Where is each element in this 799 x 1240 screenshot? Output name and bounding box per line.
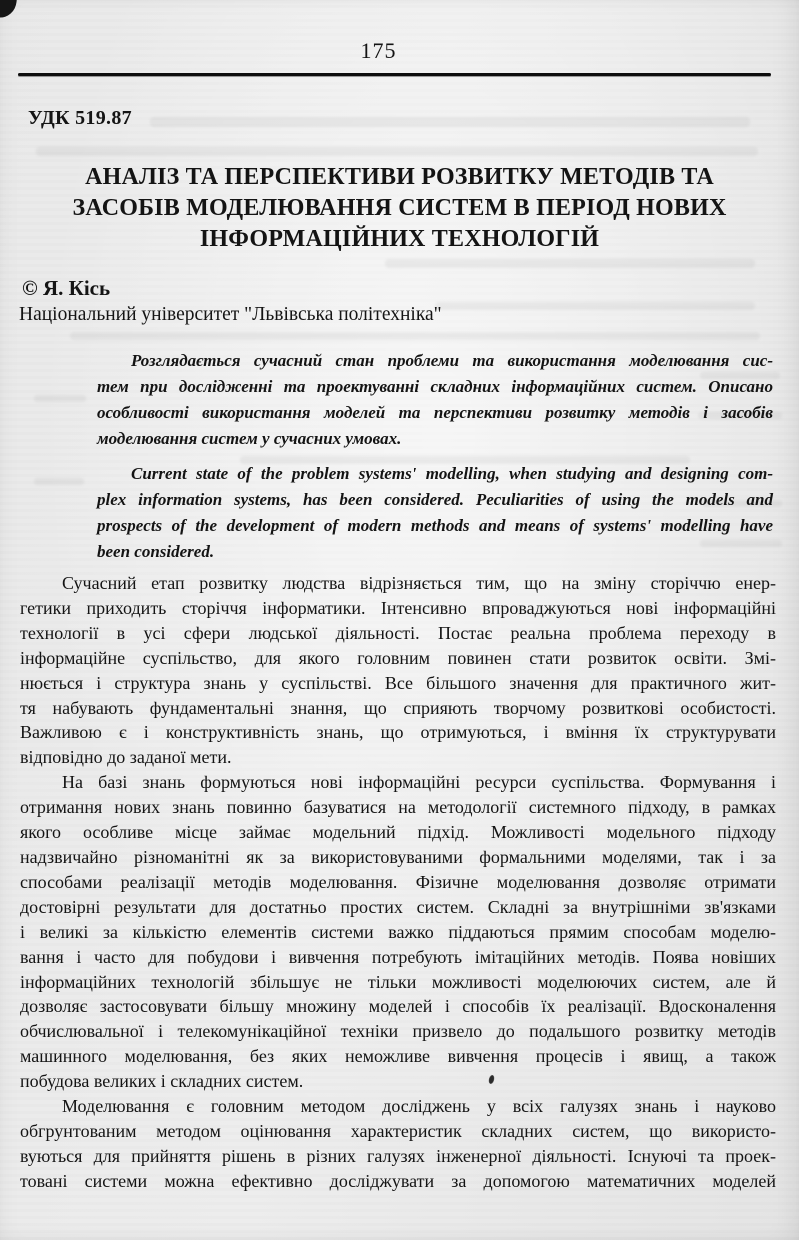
author-line: © Я. Кісь bbox=[22, 276, 111, 300]
text-line: АНАЛІЗ ТА ПЕРСПЕКТИВИ РОЗВИТКУ МЕТОДІВ ТА bbox=[85, 164, 714, 190]
text-line: якого особливе місце займає модельний підхід. Можливості модельного підходу bbox=[20, 822, 776, 843]
text-line: На базі знань формуються нові інформаційні ресурси суспільства. Формування і bbox=[62, 772, 776, 793]
text-line: Моделювання є головним методом досліджень у всіх галузях знань і науково bbox=[62, 1096, 776, 1117]
text-line: обгрунтованим методом оцінювання характеристик складних систем, що використо- bbox=[20, 1120, 776, 1141]
text-line: тем при дослідженні та проектуванні складних інформаційних систем. Описано bbox=[97, 377, 773, 396]
text-line: достовірні результати для достатньо простих систем. Складні за внутрішніми зв'язками bbox=[20, 896, 776, 917]
text-line: гетики приходить сторіччя інформатики. Інтенсивно впроваджуються нові інформаційні bbox=[20, 597, 776, 618]
text-line: Сучасний етап розвитку людства відрізняється тим, що на зміну сторіччю енер- bbox=[62, 573, 776, 593]
page-number: 175 bbox=[360, 38, 397, 63]
text-line: prospects of the development of modern methods and means of systems' modelling have bbox=[97, 516, 773, 535]
body-text bbox=[20, 571, 776, 1194]
text-line: вуються для прийняття рішень в різних галузях інженерної діяльності. Існуючі та проек- bbox=[20, 1145, 776, 1166]
text-line: побудова великих і складних систем. bbox=[20, 1071, 304, 1092]
text-line: ЗАСОБІВ МОДЕЛЮВАННЯ СИСТЕМ В ПЕРІОД НОВИХ bbox=[72, 195, 727, 221]
text-line: способами реалізації методів моделювання. Фізичне моделювання дозволяє отримати bbox=[20, 871, 776, 892]
text-line: особливості використання моделей та перспективи розвитку методів і засобів bbox=[97, 403, 773, 422]
text-line: інформаційних технологій збільшує не тільки можливості моделюючих систем, але й bbox=[20, 971, 776, 992]
udc-code: УДК 519.87 bbox=[28, 107, 132, 129]
text-line: ІНФОРМАЦІЙНИХ ТЕХНОЛОГІЙ bbox=[199, 226, 600, 252]
text-line: інформаційне суспільство, для якого головним повинен стати розвиток освіти. Змі- bbox=[20, 647, 776, 668]
affiliation-line: Національний університет "Львівська політехніка" bbox=[19, 304, 442, 325]
text-line: дозволяє застосовувати більшу множину моделей і способів їх реалізації. Вдосконалення bbox=[20, 996, 776, 1017]
text-line: Current state of the problem systems' modelling, when studying and designing com- bbox=[131, 464, 773, 483]
text-line: Розглядається сучасний стан проблеми та використання моделювання сис- bbox=[131, 351, 773, 370]
text-line: отримання нових знань повинно базуватися на методології системного підходу, в рамках bbox=[20, 797, 776, 818]
text-line: been considered. bbox=[97, 542, 215, 561]
text-line: обчислювальної і телекомунікаційної техніки призвело до подальшого розвитку методів bbox=[20, 1021, 776, 1042]
text-line: тя набувають фундаментальні знання, що сприяють творчому розвиткові особистості. bbox=[20, 697, 776, 718]
abstract-ukrainian bbox=[97, 348, 773, 452]
text-line: машинного моделювання, без яких неможливе вивчення процесів і явищ, а також bbox=[20, 1046, 776, 1067]
text-line: товані системи можна ефективно досліджувати за допомогою математичних моделей bbox=[20, 1170, 776, 1191]
abstract-english bbox=[97, 461, 773, 565]
text-line: і великі за кількістю елементів системи важко піддаються прямим способам моделю- bbox=[20, 921, 776, 942]
text-line: Важливою є і конструктивність знань, що отримуються, і вміння їх структурувати bbox=[20, 722, 776, 743]
article-title bbox=[40, 162, 759, 255]
text-line: вання і часто для побудови і вивчення потребують імітаційних методів. Поява новіших bbox=[20, 946, 776, 967]
body-paragraph bbox=[20, 571, 776, 770]
text-line: нюється і структура знань у суспільстві. Все більшого значення для практичного жит- bbox=[20, 672, 776, 693]
body-paragraph bbox=[20, 770, 776, 1094]
text-line: надзвичайно різноманітні як за використовуваними формальними моделями, так і за bbox=[20, 846, 776, 867]
header-rule bbox=[18, 73, 771, 76]
text-line: моделювання систем у сучасних умовах. bbox=[97, 429, 402, 448]
text-line: відповідно до заданої мети. bbox=[20, 747, 232, 768]
body-paragraph bbox=[20, 1094, 776, 1194]
text-line: plex information systems, has been considered. Peculiarities of using the models and bbox=[97, 490, 773, 509]
text-line: технології в усі сфери людської діяльності. Постає реальна проблема переходу в bbox=[20, 622, 776, 643]
